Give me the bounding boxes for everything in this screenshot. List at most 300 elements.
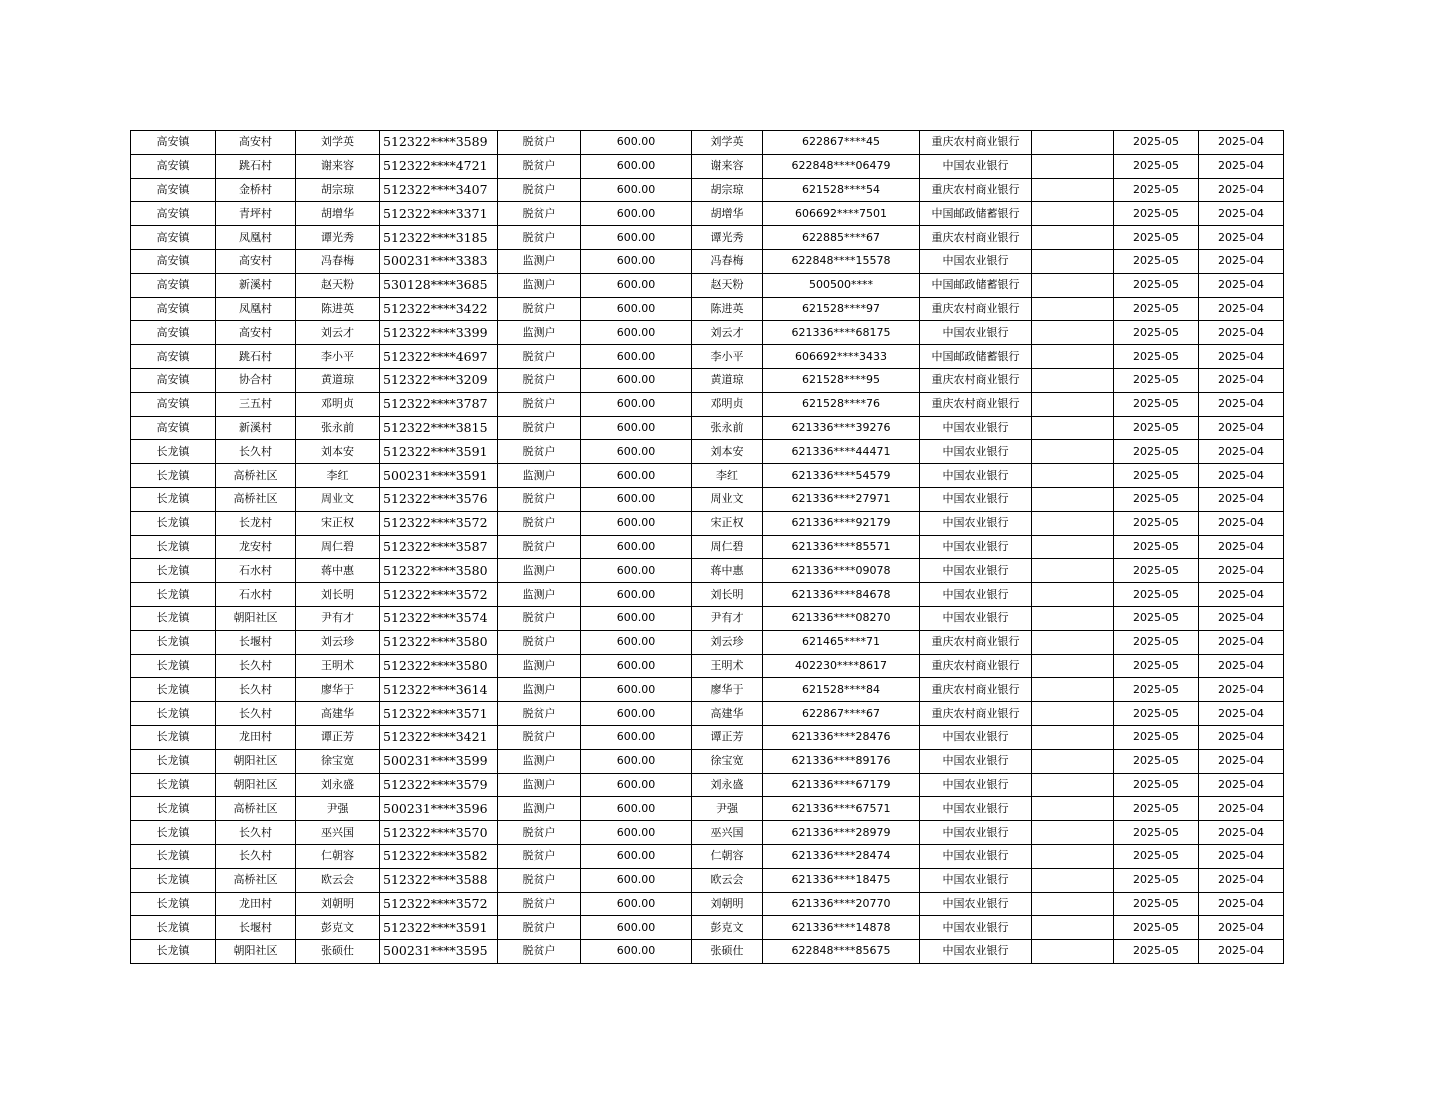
amount-cell: 600.00 (581, 416, 692, 440)
village-cell: 长堰村 (216, 630, 296, 654)
household-type-cell: 脱贫户 (498, 416, 581, 440)
account-number-cell: 621336****67179 (763, 773, 920, 797)
table-row (131, 249, 1284, 273)
household-type-cell: 监测户 (498, 654, 581, 678)
account-holder-cell: 彭克文 (692, 916, 763, 940)
name-cell: 张硕仕 (296, 940, 380, 964)
account-number-cell: 606692****3433 (763, 345, 920, 369)
town-cell: 长龙镇 (131, 535, 216, 559)
amount-cell: 600.00 (581, 202, 692, 226)
blank-cell (1032, 654, 1114, 678)
blank-cell (1032, 797, 1114, 821)
blank-cell (1032, 844, 1114, 868)
account-holder-cell: 仁朝容 (692, 844, 763, 868)
town-cell: 长龙镇 (131, 725, 216, 749)
bank-cell: 重庆农村商业银行 (920, 297, 1032, 321)
blank-cell (1032, 440, 1114, 464)
blank-cell (1032, 821, 1114, 845)
household-type-cell: 脱贫户 (498, 345, 581, 369)
table-row (131, 606, 1284, 630)
household-type-cell: 脱贫户 (498, 916, 581, 940)
town-cell: 长龙镇 (131, 749, 216, 773)
blank-cell (1032, 702, 1114, 726)
id-number-cell: 512322****3815 (380, 416, 498, 440)
blank-cell (1032, 868, 1114, 892)
period-month-cell: 2025-04 (1199, 773, 1284, 797)
payment-month-cell: 2025-05 (1114, 178, 1199, 202)
table-row (131, 154, 1284, 178)
town-cell: 高安镇 (131, 202, 216, 226)
name-cell: 高建华 (296, 702, 380, 726)
account-number-cell: 621336****09078 (763, 559, 920, 583)
name-cell: 刘朝明 (296, 892, 380, 916)
bank-cell: 重庆农村商业银行 (920, 178, 1032, 202)
village-cell: 跳石村 (216, 345, 296, 369)
amount-cell: 600.00 (581, 654, 692, 678)
table-body (131, 131, 1284, 964)
account-holder-cell: 王明术 (692, 654, 763, 678)
village-cell: 长堰村 (216, 916, 296, 940)
table-row (131, 392, 1284, 416)
period-month-cell: 2025-04 (1199, 345, 1284, 369)
period-month-cell: 2025-04 (1199, 583, 1284, 607)
id-number-cell: 512322****3591 (380, 440, 498, 464)
payment-month-cell: 2025-05 (1114, 368, 1199, 392)
village-cell: 跳石村 (216, 154, 296, 178)
bank-cell: 中国农业银行 (920, 416, 1032, 440)
household-type-cell: 脱贫户 (498, 725, 581, 749)
household-type-cell: 脱贫户 (498, 392, 581, 416)
table-row (131, 273, 1284, 297)
id-number-cell: 512322****3572 (380, 511, 498, 535)
account-number-cell: 500500**** (763, 273, 920, 297)
village-cell: 朝阳社区 (216, 773, 296, 797)
amount-cell: 600.00 (581, 583, 692, 607)
household-type-cell: 监测户 (498, 249, 581, 273)
name-cell: 刘学英 (296, 131, 380, 155)
village-cell: 高桥社区 (216, 797, 296, 821)
table-row (131, 559, 1284, 583)
household-type-cell: 监测户 (498, 749, 581, 773)
id-number-cell: 512322****3209 (380, 368, 498, 392)
blank-cell (1032, 154, 1114, 178)
household-type-cell: 脱贫户 (498, 297, 581, 321)
household-type-cell: 监测户 (498, 583, 581, 607)
blank-cell (1032, 178, 1114, 202)
table-row (131, 131, 1284, 155)
account-holder-cell: 冯春梅 (692, 249, 763, 273)
amount-cell: 600.00 (581, 844, 692, 868)
name-cell: 刘云才 (296, 321, 380, 345)
payment-month-cell: 2025-05 (1114, 511, 1199, 535)
village-cell: 朝阳社区 (216, 749, 296, 773)
account-number-cell: 622848****15578 (763, 249, 920, 273)
account-number-cell: 621465****71 (763, 630, 920, 654)
village-cell: 龙田村 (216, 892, 296, 916)
account-number-cell: 621336****85571 (763, 535, 920, 559)
village-cell: 龙田村 (216, 725, 296, 749)
period-month-cell: 2025-04 (1199, 202, 1284, 226)
household-type-cell: 脱贫户 (498, 868, 581, 892)
account-number-cell: 621336****54579 (763, 464, 920, 488)
table-row (131, 535, 1284, 559)
blank-cell (1032, 321, 1114, 345)
village-cell: 高桥社区 (216, 868, 296, 892)
account-holder-cell: 谭光秀 (692, 226, 763, 250)
bank-cell: 重庆农村商业银行 (920, 392, 1032, 416)
amount-cell: 600.00 (581, 464, 692, 488)
blank-cell (1032, 678, 1114, 702)
period-month-cell: 2025-04 (1199, 630, 1284, 654)
amount-cell: 600.00 (581, 487, 692, 511)
account-number-cell: 622867****67 (763, 702, 920, 726)
account-holder-cell: 廖华于 (692, 678, 763, 702)
household-type-cell: 脱贫户 (498, 487, 581, 511)
account-holder-cell: 高建华 (692, 702, 763, 726)
amount-cell: 600.00 (581, 368, 692, 392)
period-month-cell: 2025-04 (1199, 440, 1284, 464)
name-cell: 巫兴国 (296, 821, 380, 845)
account-number-cell: 622867****45 (763, 131, 920, 155)
payment-month-cell: 2025-05 (1114, 916, 1199, 940)
bank-cell: 重庆农村商业银行 (920, 678, 1032, 702)
household-type-cell: 脱贫户 (498, 440, 581, 464)
id-number-cell: 530128****3685 (380, 273, 498, 297)
name-cell: 胡宗琼 (296, 178, 380, 202)
bank-cell: 中国农业银行 (920, 940, 1032, 964)
payment-month-cell: 2025-05 (1114, 464, 1199, 488)
amount-cell: 600.00 (581, 797, 692, 821)
payment-month-cell: 2025-05 (1114, 892, 1199, 916)
town-cell: 长龙镇 (131, 821, 216, 845)
table-row (131, 226, 1284, 250)
blank-cell (1032, 892, 1114, 916)
amount-cell: 600.00 (581, 392, 692, 416)
account-holder-cell: 巫兴国 (692, 821, 763, 845)
blank-cell (1032, 416, 1114, 440)
account-holder-cell: 刘学英 (692, 131, 763, 155)
town-cell: 长龙镇 (131, 464, 216, 488)
blank-cell (1032, 464, 1114, 488)
village-cell: 青坪村 (216, 202, 296, 226)
id-number-cell: 512322****3576 (380, 487, 498, 511)
id-number-cell: 512322****3580 (380, 654, 498, 678)
town-cell: 高安镇 (131, 392, 216, 416)
id-number-cell: 512322****3371 (380, 202, 498, 226)
account-holder-cell: 刘云才 (692, 321, 763, 345)
id-number-cell: 500231****3383 (380, 249, 498, 273)
household-type-cell: 脱贫户 (498, 892, 581, 916)
town-cell: 高安镇 (131, 321, 216, 345)
town-cell: 长龙镇 (131, 511, 216, 535)
table-row (131, 440, 1284, 464)
blank-cell (1032, 940, 1114, 964)
account-holder-cell: 胡增华 (692, 202, 763, 226)
payment-month-cell: 2025-05 (1114, 345, 1199, 369)
period-month-cell: 2025-04 (1199, 226, 1284, 250)
id-number-cell: 512322****3589 (380, 131, 498, 155)
account-holder-cell: 尹强 (692, 797, 763, 821)
payment-month-cell: 2025-05 (1114, 321, 1199, 345)
amount-cell: 600.00 (581, 249, 692, 273)
blank-cell (1032, 202, 1114, 226)
table-row (131, 487, 1284, 511)
village-cell: 高安村 (216, 321, 296, 345)
payment-month-cell: 2025-05 (1114, 749, 1199, 773)
household-type-cell: 监测户 (498, 273, 581, 297)
account-number-cell: 621336****27971 (763, 487, 920, 511)
payment-month-cell: 2025-05 (1114, 678, 1199, 702)
period-month-cell: 2025-04 (1199, 797, 1284, 821)
town-cell: 长龙镇 (131, 654, 216, 678)
table-row (131, 297, 1284, 321)
period-month-cell: 2025-04 (1199, 297, 1284, 321)
id-number-cell: 512322****3574 (380, 606, 498, 630)
table-row (131, 345, 1284, 369)
town-cell: 长龙镇 (131, 892, 216, 916)
town-cell: 长龙镇 (131, 630, 216, 654)
bank-cell: 重庆农村商业银行 (920, 368, 1032, 392)
town-cell: 长龙镇 (131, 678, 216, 702)
village-cell: 金桥村 (216, 178, 296, 202)
account-holder-cell: 谭正芳 (692, 725, 763, 749)
amount-cell: 600.00 (581, 725, 692, 749)
amount-cell: 600.00 (581, 916, 692, 940)
period-month-cell: 2025-04 (1199, 487, 1284, 511)
account-holder-cell: 邓明贞 (692, 392, 763, 416)
payment-month-cell: 2025-05 (1114, 416, 1199, 440)
table-row (131, 678, 1284, 702)
name-cell: 冯春梅 (296, 249, 380, 273)
household-type-cell: 脱贫户 (498, 940, 581, 964)
bank-cell: 中国农业银行 (920, 773, 1032, 797)
name-cell: 徐宝宽 (296, 749, 380, 773)
bank-cell: 重庆农村商业银行 (920, 702, 1032, 726)
household-type-cell: 脱贫户 (498, 702, 581, 726)
village-cell: 长久村 (216, 654, 296, 678)
payment-month-cell: 2025-05 (1114, 559, 1199, 583)
table-row (131, 321, 1284, 345)
id-number-cell: 512322****3421 (380, 725, 498, 749)
id-number-cell: 512322****3571 (380, 702, 498, 726)
period-month-cell: 2025-04 (1199, 606, 1284, 630)
table-row (131, 630, 1284, 654)
bank-cell: 中国邮政储蓄银行 (920, 345, 1032, 369)
household-type-cell: 脱贫户 (498, 630, 581, 654)
name-cell: 廖华于 (296, 678, 380, 702)
blank-cell (1032, 725, 1114, 749)
period-month-cell: 2025-04 (1199, 678, 1284, 702)
name-cell: 谢来容 (296, 154, 380, 178)
name-cell: 仁朝容 (296, 844, 380, 868)
bank-cell: 中国农业银行 (920, 511, 1032, 535)
town-cell: 长龙镇 (131, 606, 216, 630)
name-cell: 尹强 (296, 797, 380, 821)
period-month-cell: 2025-04 (1199, 844, 1284, 868)
town-cell: 高安镇 (131, 154, 216, 178)
name-cell: 黄道琼 (296, 368, 380, 392)
account-number-cell: 621336****67571 (763, 797, 920, 821)
payment-month-cell: 2025-05 (1114, 797, 1199, 821)
period-month-cell: 2025-04 (1199, 416, 1284, 440)
period-month-cell: 2025-04 (1199, 821, 1284, 845)
blank-cell (1032, 297, 1114, 321)
payment-month-cell: 2025-05 (1114, 844, 1199, 868)
table-row (131, 464, 1284, 488)
id-number-cell: 512322****3407 (380, 178, 498, 202)
name-cell: 张永前 (296, 416, 380, 440)
id-number-cell: 512322****3580 (380, 630, 498, 654)
name-cell: 刘本安 (296, 440, 380, 464)
id-number-cell: 512322****3580 (380, 559, 498, 583)
id-number-cell: 512322****3572 (380, 583, 498, 607)
amount-cell: 600.00 (581, 154, 692, 178)
village-cell: 凤凰村 (216, 297, 296, 321)
household-type-cell: 脱贫户 (498, 535, 581, 559)
id-number-cell: 512322****3399 (380, 321, 498, 345)
name-cell: 尹有才 (296, 606, 380, 630)
table-row (131, 702, 1284, 726)
amount-cell: 600.00 (581, 345, 692, 369)
household-type-cell: 脱贫户 (498, 226, 581, 250)
name-cell: 王明术 (296, 654, 380, 678)
payment-month-cell: 2025-05 (1114, 702, 1199, 726)
id-number-cell: 512322****3587 (380, 535, 498, 559)
town-cell: 高安镇 (131, 226, 216, 250)
table-row (131, 940, 1284, 964)
payment-month-cell: 2025-05 (1114, 821, 1199, 845)
id-number-cell: 512322****3588 (380, 868, 498, 892)
amount-cell: 600.00 (581, 297, 692, 321)
account-number-cell: 621528****76 (763, 392, 920, 416)
id-number-cell: 512322****3570 (380, 821, 498, 845)
household-type-cell: 脱贫户 (498, 202, 581, 226)
village-cell: 龙安村 (216, 535, 296, 559)
household-type-cell: 脱贫户 (498, 511, 581, 535)
blank-cell (1032, 131, 1114, 155)
account-holder-cell: 张永前 (692, 416, 763, 440)
blank-cell (1032, 273, 1114, 297)
table-row (131, 916, 1284, 940)
blank-cell (1032, 345, 1114, 369)
village-cell: 石水村 (216, 583, 296, 607)
id-number-cell: 500231****3591 (380, 464, 498, 488)
amount-cell: 600.00 (581, 226, 692, 250)
period-month-cell: 2025-04 (1199, 511, 1284, 535)
account-number-cell: 402230****8617 (763, 654, 920, 678)
amount-cell: 600.00 (581, 630, 692, 654)
bank-cell: 中国农业银行 (920, 249, 1032, 273)
name-cell: 周业文 (296, 487, 380, 511)
amount-cell: 600.00 (581, 868, 692, 892)
account-holder-cell: 谢来容 (692, 154, 763, 178)
name-cell: 刘长明 (296, 583, 380, 607)
account-holder-cell: 刘朝明 (692, 892, 763, 916)
period-month-cell: 2025-04 (1199, 725, 1284, 749)
town-cell: 高安镇 (131, 131, 216, 155)
town-cell: 长龙镇 (131, 559, 216, 583)
bank-cell: 中国农业银行 (920, 464, 1032, 488)
account-number-cell: 621336****84678 (763, 583, 920, 607)
table-row (131, 654, 1284, 678)
account-number-cell: 621336****28474 (763, 844, 920, 868)
account-number-cell: 621528****97 (763, 297, 920, 321)
bank-cell: 中国农业银行 (920, 916, 1032, 940)
account-number-cell: 622848****06479 (763, 154, 920, 178)
id-number-cell: 512322****3591 (380, 916, 498, 940)
bank-cell: 中国邮政储蓄银行 (920, 273, 1032, 297)
account-holder-cell: 周业文 (692, 487, 763, 511)
village-cell: 新溪村 (216, 416, 296, 440)
id-number-cell: 512322****3787 (380, 392, 498, 416)
name-cell: 陈进英 (296, 297, 380, 321)
amount-cell: 600.00 (581, 273, 692, 297)
town-cell: 长龙镇 (131, 797, 216, 821)
household-type-cell: 监测户 (498, 773, 581, 797)
amount-cell: 600.00 (581, 821, 692, 845)
village-cell: 石水村 (216, 559, 296, 583)
household-type-cell: 监测户 (498, 797, 581, 821)
payment-month-cell: 2025-05 (1114, 535, 1199, 559)
period-month-cell: 2025-04 (1199, 559, 1284, 583)
account-number-cell: 606692****7501 (763, 202, 920, 226)
name-cell: 谭光秀 (296, 226, 380, 250)
payment-month-cell: 2025-05 (1114, 725, 1199, 749)
name-cell: 李红 (296, 464, 380, 488)
name-cell: 周仁碧 (296, 535, 380, 559)
amount-cell: 600.00 (581, 773, 692, 797)
name-cell: 谭正芳 (296, 725, 380, 749)
period-month-cell: 2025-04 (1199, 464, 1284, 488)
account-holder-cell: 尹有才 (692, 606, 763, 630)
bank-cell: 中国农业银行 (920, 868, 1032, 892)
payment-month-cell: 2025-05 (1114, 773, 1199, 797)
payment-month-cell: 2025-05 (1114, 202, 1199, 226)
town-cell: 长龙镇 (131, 844, 216, 868)
period-month-cell: 2025-04 (1199, 892, 1284, 916)
account-holder-cell: 欧云会 (692, 868, 763, 892)
payment-month-cell: 2025-05 (1114, 940, 1199, 964)
bank-cell: 中国农业银行 (920, 725, 1032, 749)
bank-cell: 中国农业银行 (920, 487, 1032, 511)
account-number-cell: 621528****95 (763, 368, 920, 392)
town-cell: 长龙镇 (131, 702, 216, 726)
account-holder-cell: 刘本安 (692, 440, 763, 464)
amount-cell: 600.00 (581, 702, 692, 726)
amount-cell: 600.00 (581, 559, 692, 583)
town-cell: 长龙镇 (131, 583, 216, 607)
table-row (131, 844, 1284, 868)
period-month-cell: 2025-04 (1199, 249, 1284, 273)
table-row (131, 892, 1284, 916)
town-cell: 高安镇 (131, 416, 216, 440)
town-cell: 高安镇 (131, 297, 216, 321)
bank-cell: 中国农业银行 (920, 821, 1032, 845)
bank-cell: 中国农业银行 (920, 749, 1032, 773)
town-cell: 高安镇 (131, 178, 216, 202)
amount-cell: 600.00 (581, 535, 692, 559)
amount-cell: 600.00 (581, 131, 692, 155)
payment-month-cell: 2025-05 (1114, 868, 1199, 892)
table-row (131, 178, 1284, 202)
household-type-cell: 监测户 (498, 464, 581, 488)
account-number-cell: 621336****44471 (763, 440, 920, 464)
village-cell: 高安村 (216, 249, 296, 273)
household-type-cell: 脱贫户 (498, 606, 581, 630)
bank-cell: 中国农业银行 (920, 535, 1032, 559)
account-number-cell: 621336****14878 (763, 916, 920, 940)
blank-cell (1032, 606, 1114, 630)
